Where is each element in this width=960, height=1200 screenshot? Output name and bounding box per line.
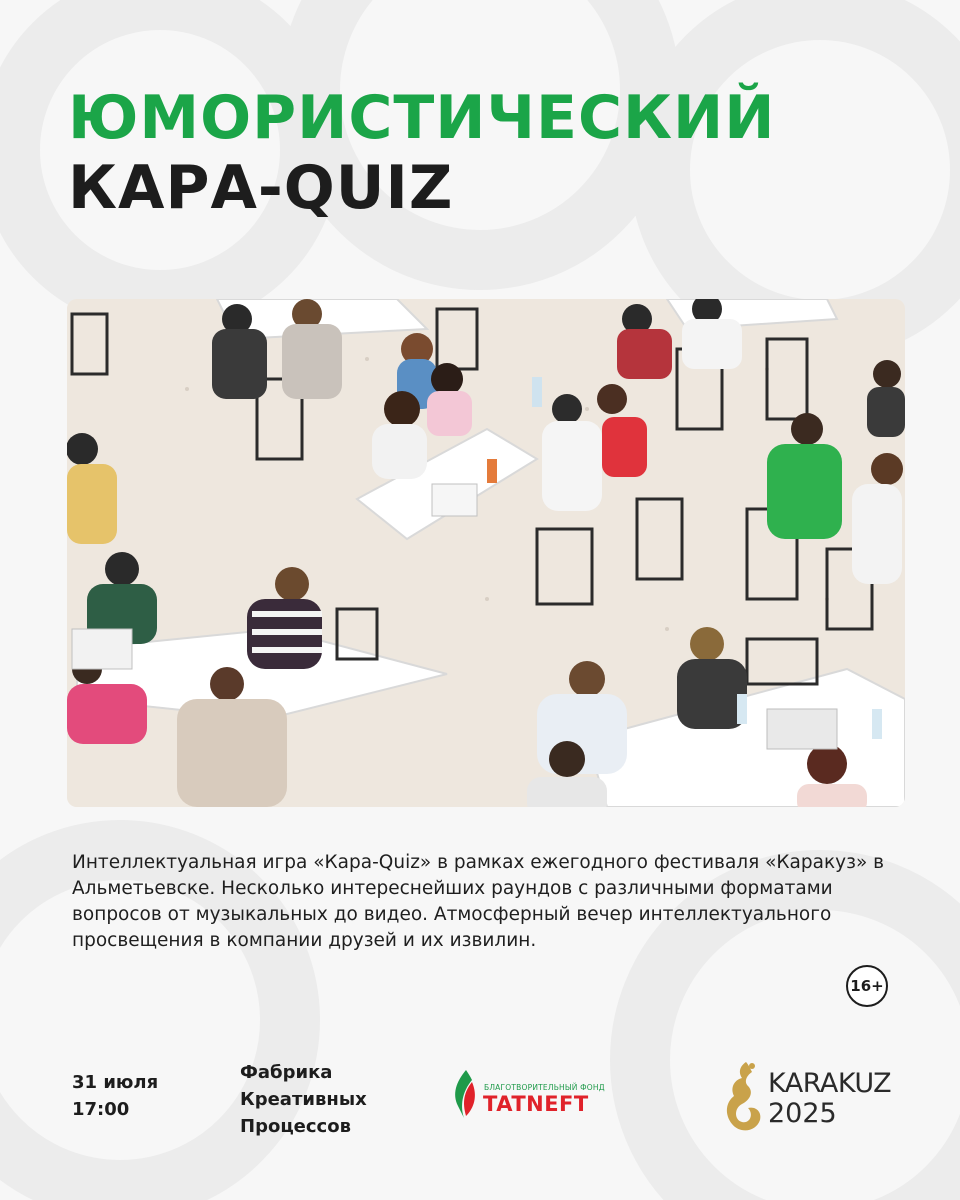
headline-line1: ЮМОРИСТИЧЕСКИЙ [68,83,776,153]
tatneft-foundation-logo [450,1068,640,1120]
age-rating-badge: 16+ [846,965,888,1007]
event-date: 31 июля [72,1072,159,1093]
karakuz-swirl-icon [720,1058,764,1136]
event-time: 17:00 [72,1099,130,1120]
venue-line-3: Процессов [240,1116,351,1137]
tatneft-wordmark: TATNEFT [483,1092,589,1116]
venue-line-1: Фабрика [240,1062,333,1083]
venue-line-2: Креативных [240,1089,367,1110]
event-photo [67,299,905,807]
tatneft-flame-icon [450,1068,480,1120]
headline-line2: КАРА-QUIZ [68,153,454,223]
karakuz-festival-logo [720,1058,895,1138]
karakuz-year: 2025 [768,1098,837,1129]
karakuz-name: KARAKUZ [768,1068,892,1099]
event-description: Интеллектуальная игра «Кара-Quiz» в рамках ежегодного фестиваля «Каракуз» в Альметьевске. Несколько интереснейших раундов с различными форматами вопросов от музыкальных до видео. Атмосферный вечер интеллектуального просвещения в компании друзей и их извилин. [72,852,885,951]
tatneft-caption: БЛАГОТВОРИТЕЛЬНЫЙ ФОНД [484,1083,605,1092]
